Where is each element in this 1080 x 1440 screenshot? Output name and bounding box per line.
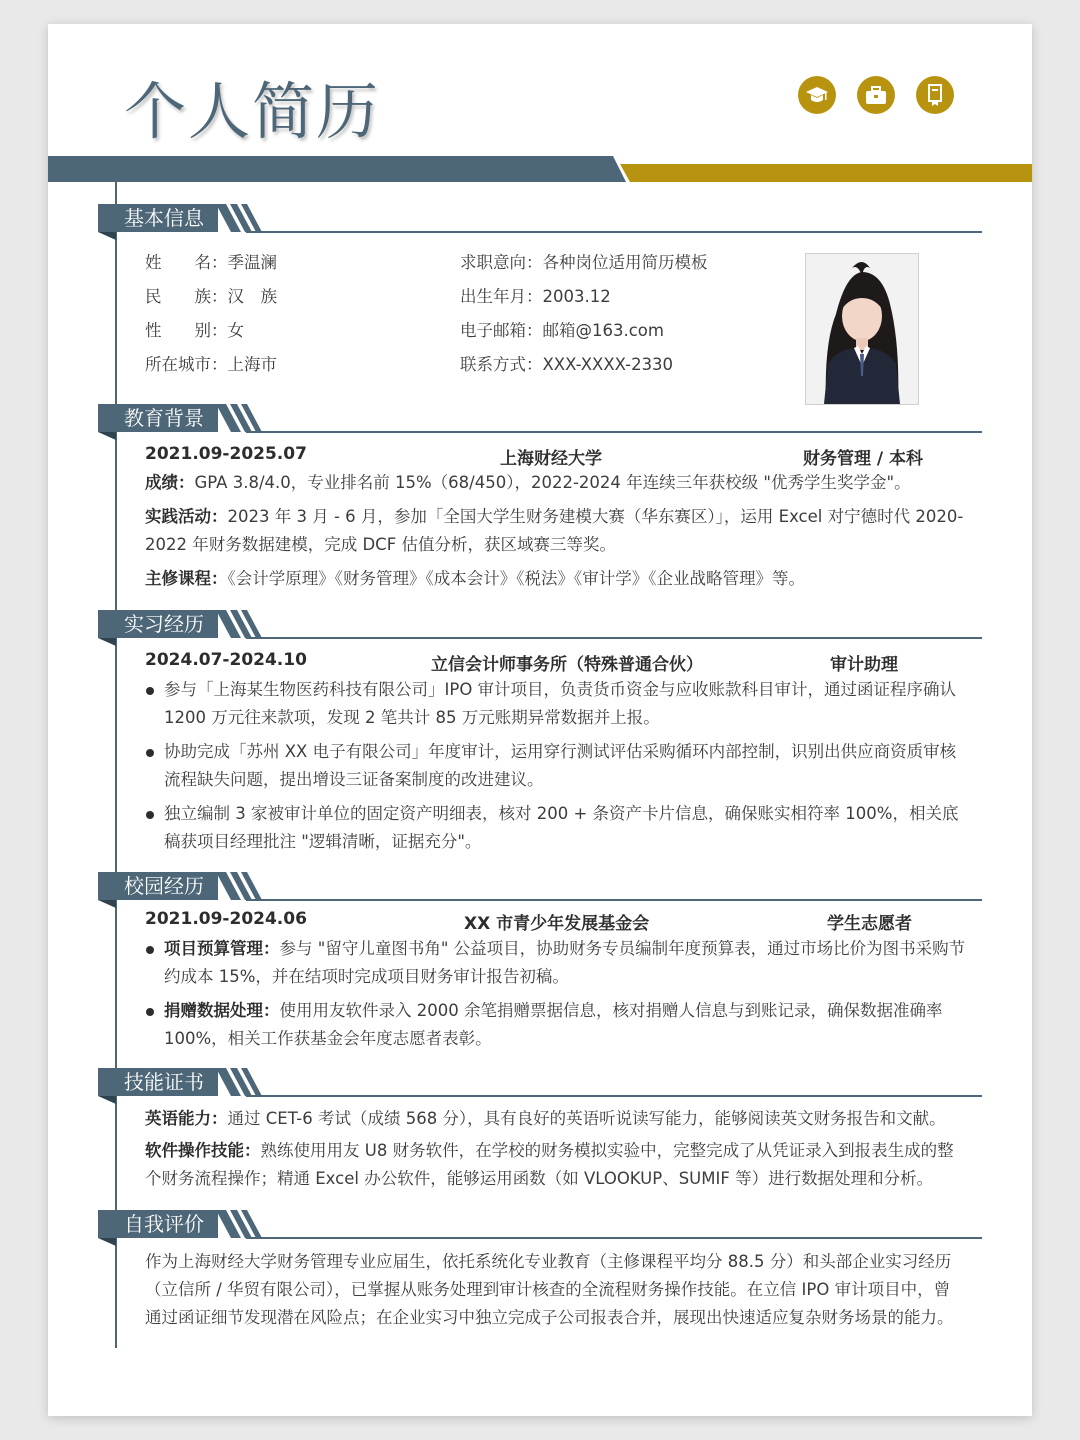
edu-school: 上海财经大学 [500, 449, 602, 469]
section-title: 技能证书 [98, 1068, 218, 1096]
timeline-line [115, 182, 117, 1348]
briefcase-icon [857, 76, 895, 114]
bullet-icon [146, 749, 154, 757]
value: 2003.12 [542, 287, 611, 306]
value: 通过 CET-6 考试（成绩 568 分），具有良好的英语听说读写能力，能够阅读英文财务报告和文献。 [227, 1109, 946, 1128]
email-field [460, 317, 664, 341]
label: 求职意向： [460, 253, 543, 272]
graduation-cap-icon [798, 76, 836, 114]
value: 2023 年 3 月 - 6 月，参加「全国大学生财务建模大赛（华东赛区）」，运用 Excel 对宁德时代 2020-2022 年财务数据建模，完成 DCF 估值分析，获区域赛三等奖。 [145, 507, 964, 554]
skill-english [145, 1105, 965, 1133]
section-title: 教育背景 [98, 404, 218, 432]
label: 实践活动： [145, 507, 228, 526]
value: 熟练使用用友 U8 财务软件，在学校的财务模拟实验中，完整完成了从凭证录入到报表生成的整个财务流程操作；精通 Excel 办公软件，能够运用函数（如 VLOOKUP、SUMIF 等）进行数据处理和分析。 [145, 1141, 954, 1188]
page-title: 个人简历 [124, 75, 381, 148]
value: 上海市 [227, 355, 277, 374]
section-header-education [98, 404, 982, 440]
value: 女 [227, 321, 244, 340]
label: 电子邮箱： [460, 321, 543, 340]
label: 软件操作技能： [145, 1141, 261, 1160]
list-item: 项目预算管理：参与 "留守儿童图书角" 公益项目，协助财务专员编制年度预算表，通过市场比价为图书采购节约成本 15%，并在结项时完成项目财务审计报告初稿。 [146, 935, 966, 991]
edu-period: 2021.09-2025.07 [145, 444, 307, 464]
section-header-self-eval [98, 1210, 982, 1246]
label: 民 族： [145, 287, 228, 306]
value: 邮箱@163.com [542, 321, 664, 340]
bullet-icon [146, 1008, 154, 1016]
list-item: 协助完成「苏州 XX 电子有限公司」年度审计，运用穿行测试评估采购循环内部控制，识别出供应商资质审核流程缺失问题，提出增设三证备案制度的改进建议。 [146, 738, 966, 794]
resume-page [48, 24, 1032, 1416]
section-title: 自我评价 [98, 1210, 218, 1238]
value: 《会计学原理》《财务管理》《成本会计》《税法》《审计学》《企业战略管理》等。 [227, 569, 805, 588]
label: 姓 名： [145, 253, 228, 272]
list-item: 参与「上海某生物医药科技有限公司」IPO 审计项目，负责货币资金与应收账款科目审计，通过函证程序确认 1200 万元往来款项，发现 2 笔共计 85 万元账期异常数据并上报。 [146, 676, 966, 732]
intern-period: 2024.07-2024.10 [145, 650, 307, 670]
edu-practice [145, 503, 965, 559]
intent-field [460, 249, 708, 273]
value: 汉 族 [227, 287, 277, 306]
campus-role: 学生志愿者 [827, 914, 912, 934]
value: 季温澜 [227, 253, 277, 272]
stripes-decoration [214, 204, 264, 232]
section-header-internship [98, 610, 982, 646]
campus-org: XX 市青少年发展基金会 [464, 914, 650, 934]
label: 主修课程： [145, 569, 228, 588]
header-banner-accent [620, 164, 1032, 182]
value: 各种岗位适用简历模板 [542, 253, 708, 272]
certificate-icon [916, 76, 954, 114]
stripes-decoration [214, 610, 264, 638]
self-eval-text: 作为上海财经大学财务管理专业应届生，依托系统化专业教育（主修课程平均分 88.5 分）和头部企业实习经历（立信所 / 华贸有限公司），已掌握从账务处理到审计核查的全流程财务操作技能。在立信 IPO 审计项目中，曾通过函证细节发现潜在风险点；在企业实习中独立完成子公司报表合并，展现出快速适应复杂财务场景的能力。 [145, 1252, 954, 1327]
header-banner-primary [48, 156, 626, 182]
gender-field [145, 317, 244, 341]
section-title: 基本信息 [98, 204, 218, 232]
label: 性 别： [145, 321, 228, 340]
section-header-basic [98, 204, 982, 240]
edu-major: 财务管理 / 本科 [803, 449, 924, 469]
skill-software [145, 1137, 965, 1193]
phone-field [460, 351, 673, 375]
label: 所在城市： [145, 355, 228, 374]
section-header-skills [98, 1068, 982, 1104]
bullet-icon [146, 811, 154, 819]
label: 成绩： [145, 473, 195, 492]
profile-photo [805, 253, 919, 405]
bullet-icon [146, 946, 154, 954]
list-item: 捐赠数据处理：使用用友软件录入 2000 余笔捐赠票据信息，核对捐赠人信息与到账记录，确保数据准确率 100%，相关工作获基金会年度志愿者表彰。 [146, 997, 966, 1053]
city-field [145, 351, 277, 375]
stripes-decoration [214, 872, 264, 900]
label: 英语能力： [145, 1109, 228, 1128]
stripes-decoration [214, 1068, 264, 1096]
edu-grades [145, 469, 965, 497]
bullet-icon [146, 687, 154, 695]
stripes-decoration [214, 1210, 264, 1238]
birth-field [460, 283, 611, 307]
value: GPA 3.8/4.0，专业排名前 15%（68/450），2022-2024 年连续三年获校级 "优秀学生奖学金"。 [194, 473, 911, 492]
section-title: 实习经历 [98, 610, 218, 638]
section-title: 校园经历 [98, 872, 218, 900]
campus-period: 2021.09-2024.06 [145, 909, 307, 929]
list-item: 独立编制 3 家被审计单位的固定资产明细表，核对 200 + 条资产卡片信息，确保账实相符率 100%，相关底稿获项目经理批注 "逻辑清晰，证据充分"。 [146, 800, 966, 856]
intern-company: 立信会计师事务所（特殊普通合伙） [431, 655, 703, 675]
edu-courses [145, 565, 965, 593]
intern-role: 审计助理 [830, 655, 898, 675]
name-field [145, 249, 277, 273]
stripes-decoration [214, 404, 264, 432]
label: 出生年月： [460, 287, 543, 306]
value: XXX-XXXX-2330 [542, 355, 674, 374]
label: 联系方式： [460, 355, 543, 374]
ethnicity-field [145, 283, 277, 307]
section-header-campus [98, 872, 982, 908]
